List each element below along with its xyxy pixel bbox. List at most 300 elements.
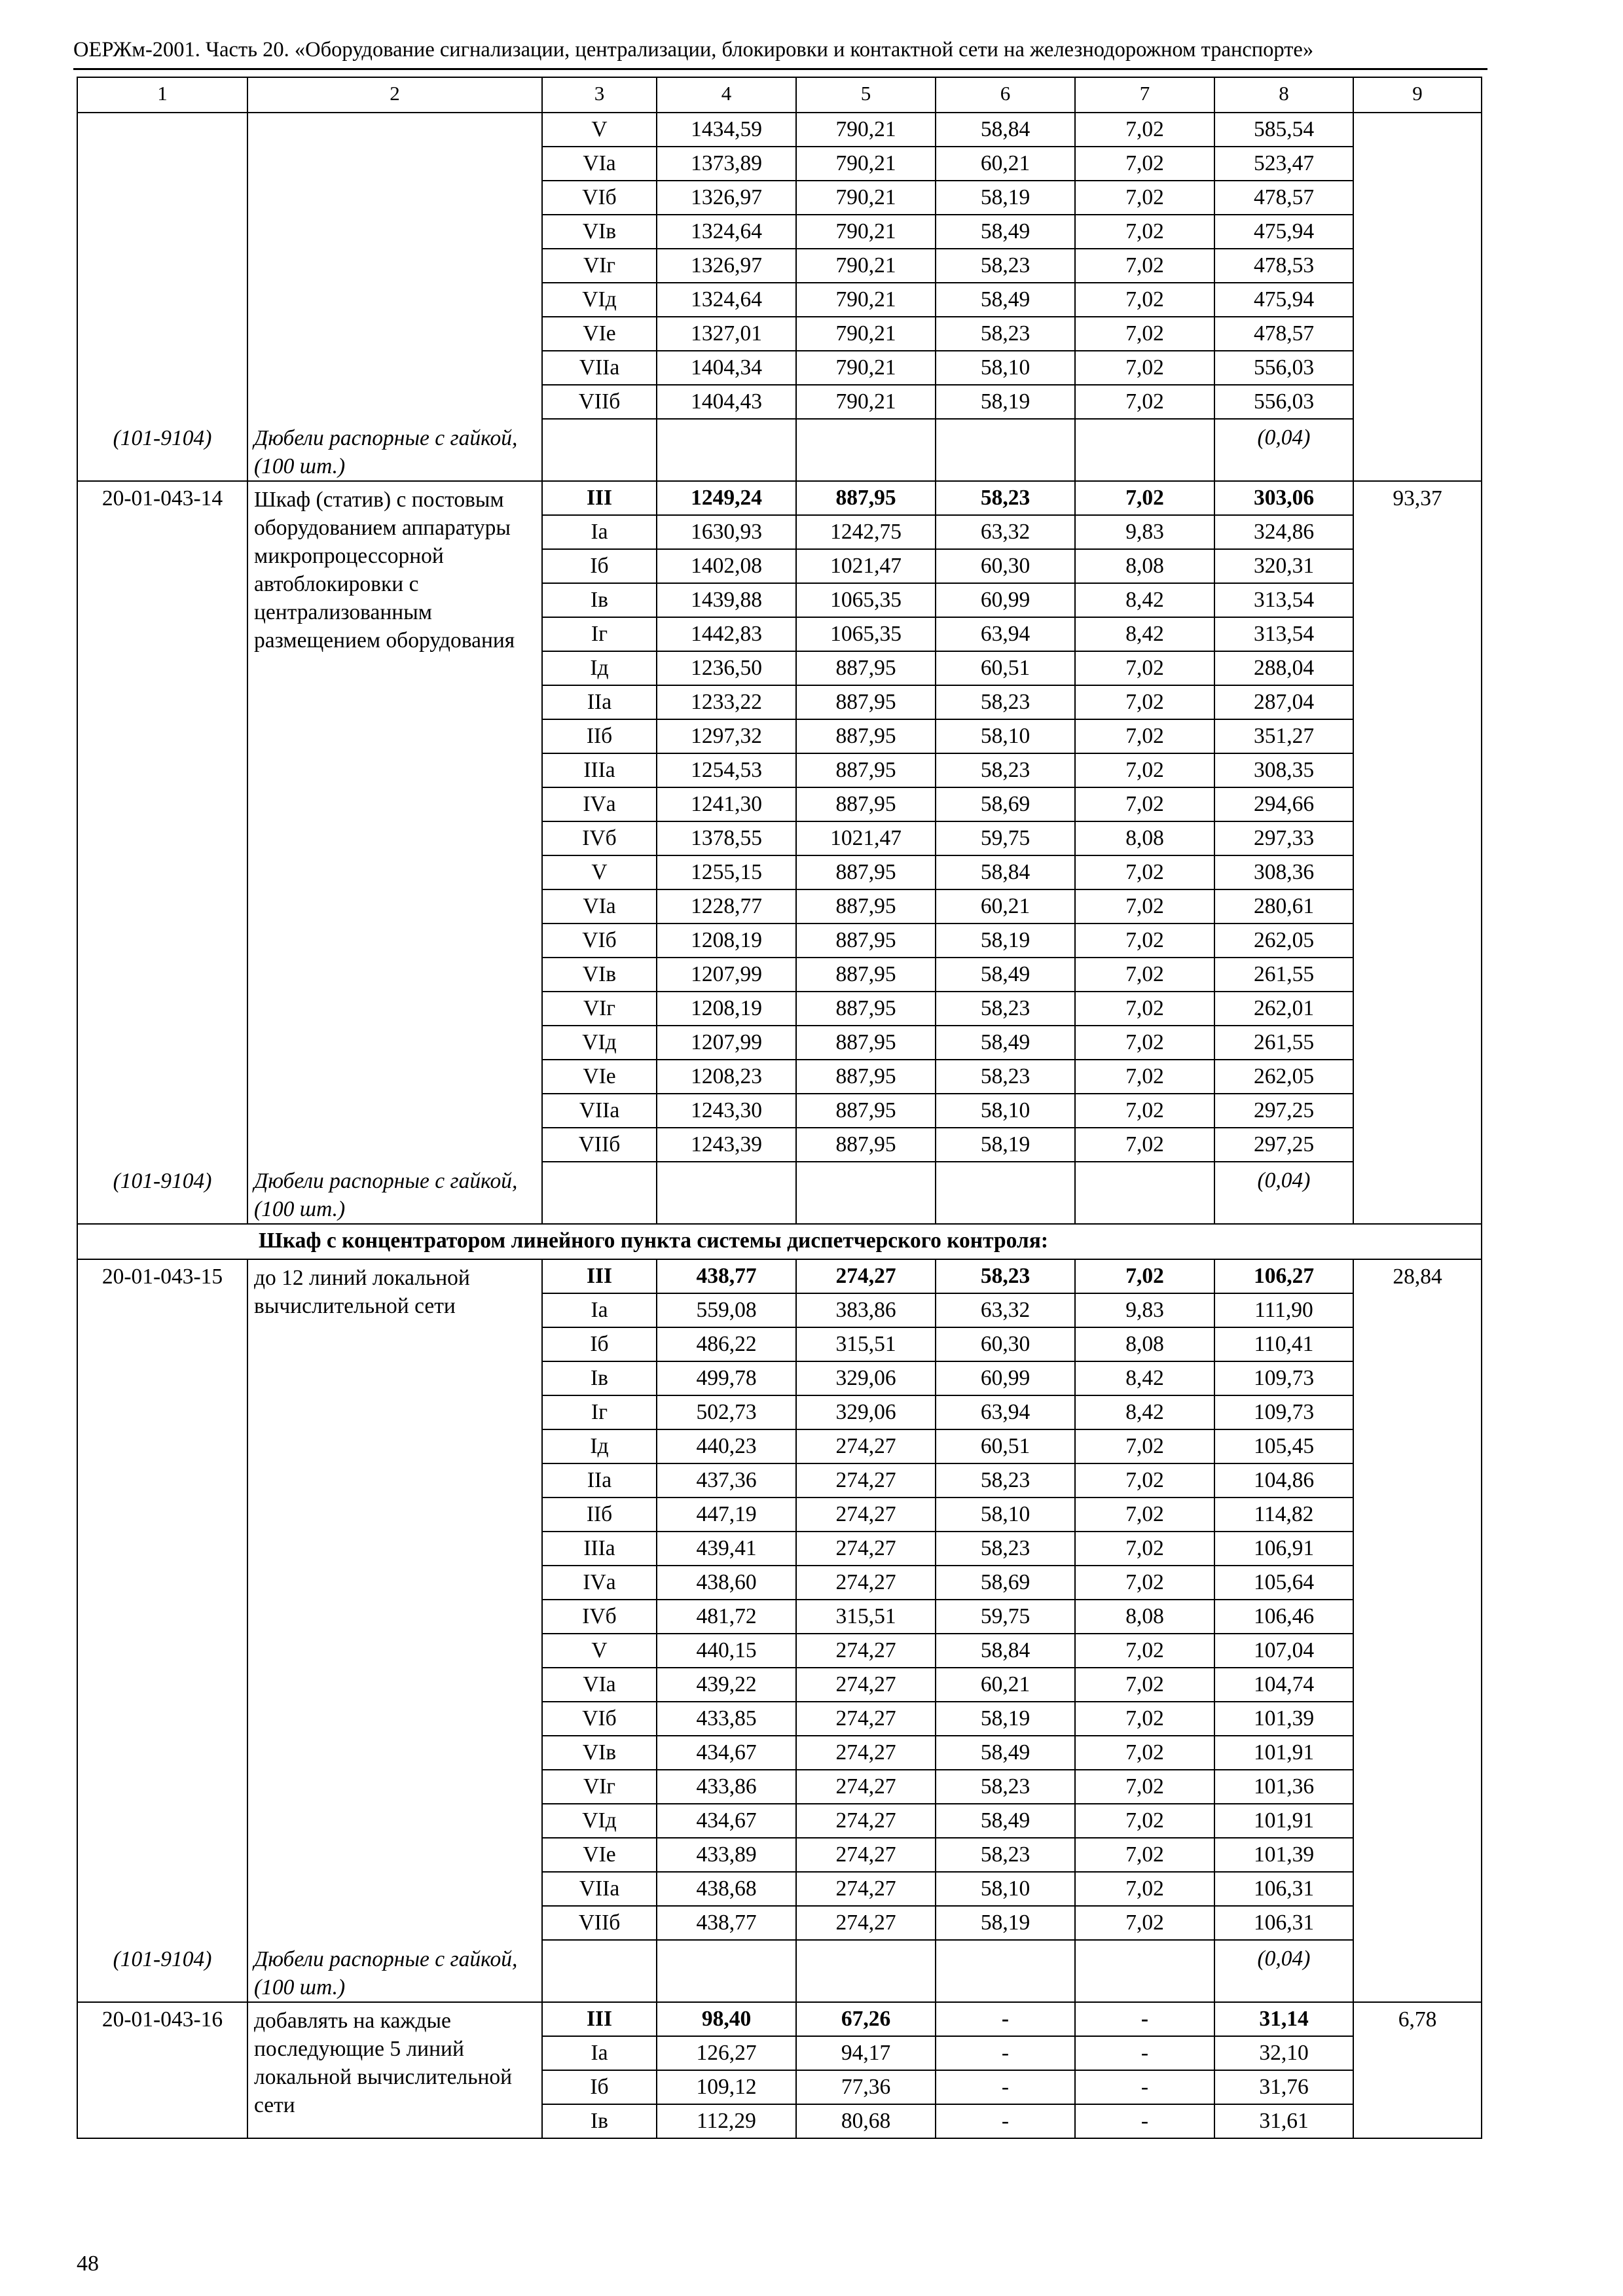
item-name: Шкаф (статив) с постовым оборудованием аппаратуры микропроцессорной автоблокировки с централизованным размещением оборудования <box>247 481 542 1162</box>
item-code: 20-01-043-15 <box>77 1259 247 1940</box>
col-8-value: 109,73 <box>1214 1395 1353 1429</box>
col-4-value: 433,86 <box>657 1770 796 1804</box>
column-number: 8 <box>1214 77 1353 113</box>
col-7-value: 8,42 <box>1075 617 1214 651</box>
col-4-value: 109,12 <box>657 2070 796 2104</box>
header-rule <box>73 68 1487 70</box>
col-8-value: 107,04 <box>1214 1634 1353 1668</box>
empty-cell <box>796 1940 936 2002</box>
col-6-value: 58,23 <box>936 1770 1075 1804</box>
col-6-value: 60,21 <box>936 889 1075 924</box>
col-8-value: 313,54 <box>1214 583 1353 617</box>
region-code: Iв <box>542 583 657 617</box>
col-4-value: 439,22 <box>657 1668 796 1702</box>
region-code: IIа <box>542 1463 657 1498</box>
rates-table <box>77 77 1482 2139</box>
col-8-value: 261,55 <box>1214 958 1353 992</box>
col-4-value: 1324,64 <box>657 215 796 249</box>
col-8-value: 114,82 <box>1214 1498 1353 1532</box>
col-6-value: 60,21 <box>936 1668 1075 1702</box>
col-6-value: 63,32 <box>936 515 1075 549</box>
col-5-value: 1065,35 <box>796 617 936 651</box>
col-8-value: 106,31 <box>1214 1872 1353 1906</box>
col-5-value: 315,51 <box>796 1600 936 1634</box>
col-5-value: 274,27 <box>796 1668 936 1702</box>
col-8-value: 262,01 <box>1214 992 1353 1026</box>
col-7-value: 7,02 <box>1075 958 1214 992</box>
col-6-value: 58,19 <box>936 1128 1075 1162</box>
col-9-value: 93,37 <box>1353 481 1482 1224</box>
col-8-value: 110,41 <box>1214 1327 1353 1361</box>
region-code: IIб <box>542 719 657 753</box>
material-value: (0,04) <box>1214 419 1353 481</box>
col-8-value: 294,66 <box>1214 787 1353 821</box>
col-7-value: 7,02 <box>1075 1770 1214 1804</box>
col-4-value: 1254,53 <box>657 753 796 787</box>
col-6-value: 58,49 <box>936 1804 1075 1838</box>
col-5-value: 790,21 <box>796 283 936 317</box>
col-7-value: 7,02 <box>1075 1128 1214 1162</box>
col-5-value: 887,95 <box>796 924 936 958</box>
col-7-value: 9,83 <box>1075 1293 1214 1327</box>
col-6-value: 58,19 <box>936 385 1075 419</box>
col-4-value: 98,40 <box>657 2002 796 2036</box>
col-7-value: 7,02 <box>1075 787 1214 821</box>
col-8-value: 105,45 <box>1214 1429 1353 1463</box>
col-7-value: 8,42 <box>1075 1361 1214 1395</box>
region-code: Iа <box>542 515 657 549</box>
col-4-value: 1442,83 <box>657 617 796 651</box>
region-code: VIб <box>542 924 657 958</box>
region-code: Iа <box>542 2036 657 2070</box>
col-4-value: 1228,77 <box>657 889 796 924</box>
col-8-value: 31,61 <box>1214 2104 1353 2138</box>
col-5-value: 887,95 <box>796 719 936 753</box>
col-8-value: 106,46 <box>1214 1600 1353 1634</box>
col-7-value: 7,02 <box>1075 1532 1214 1566</box>
col-6-value: - <box>936 2036 1075 2070</box>
col-4-value: 486,22 <box>657 1327 796 1361</box>
region-code: IVб <box>542 821 657 855</box>
col-8-value: 313,54 <box>1214 617 1353 651</box>
empty-cell <box>936 419 1075 481</box>
col-6-value: 63,94 <box>936 1395 1075 1429</box>
col-8-value: 101,36 <box>1214 1770 1353 1804</box>
col-8-value: 106,27 <box>1214 1259 1353 1293</box>
col-8-value: 106,31 <box>1214 1906 1353 1940</box>
col-5-value: 383,86 <box>796 1293 936 1327</box>
col-7-value: 7,02 <box>1075 651 1214 685</box>
col-5-value: 274,27 <box>796 1634 936 1668</box>
region-code: IIб <box>542 1498 657 1532</box>
material-row <box>77 1162 1482 1224</box>
col-8-value: 280,61 <box>1214 889 1353 924</box>
col-6-value: 58,23 <box>936 1532 1075 1566</box>
col-4-value: 1630,93 <box>657 515 796 549</box>
col-5-value: 274,27 <box>796 1566 936 1600</box>
col-5-value: 274,27 <box>796 1498 936 1532</box>
table-body <box>77 77 1482 2138</box>
region-code: VIв <box>542 958 657 992</box>
col-6-value: 58,49 <box>936 1736 1075 1770</box>
region-code: Iб <box>542 549 657 583</box>
region-code: VIа <box>542 889 657 924</box>
col-8-value: 288,04 <box>1214 651 1353 685</box>
col-4-value: 502,73 <box>657 1395 796 1429</box>
col-7-value: 7,02 <box>1075 351 1214 385</box>
col-5-value: 887,95 <box>796 958 936 992</box>
table-row <box>77 481 1482 515</box>
col-6-value: 58,84 <box>936 113 1075 147</box>
col-6-value: 58,19 <box>936 924 1075 958</box>
region-code: Iд <box>542 651 657 685</box>
col-7-value: 7,02 <box>1075 992 1214 1026</box>
col-6-value: 58,19 <box>936 181 1075 215</box>
col-5-value: 887,95 <box>796 481 936 515</box>
col-7-value: 7,02 <box>1075 1702 1214 1736</box>
col-6-value: 58,23 <box>936 1060 1075 1094</box>
item-name: до 12 линий локальной вычислительной сети <box>247 1259 542 1940</box>
col-4-value: 1327,01 <box>657 317 796 351</box>
col-6-value: 58,84 <box>936 855 1075 889</box>
col-4-value: 1378,55 <box>657 821 796 855</box>
col-5-value: 274,27 <box>796 1906 936 1940</box>
col-8-value: 308,35 <box>1214 753 1353 787</box>
col-7-value: 8,42 <box>1075 583 1214 617</box>
material-value: (0,04) <box>1214 1162 1353 1224</box>
col-8-value: 101,39 <box>1214 1702 1353 1736</box>
col-5-value: 790,21 <box>796 215 936 249</box>
region-code: IIIа <box>542 753 657 787</box>
col-4-value: 439,41 <box>657 1532 796 1566</box>
region-code: VIIа <box>542 351 657 385</box>
col-5-value: 887,95 <box>796 1026 936 1060</box>
col-4-value: 1207,99 <box>657 958 796 992</box>
col-7-value: 7,02 <box>1075 283 1214 317</box>
col-5-value: 887,95 <box>796 1060 936 1094</box>
region-code: V <box>542 1634 657 1668</box>
col-6-value: 60,30 <box>936 1327 1075 1361</box>
region-code: Iг <box>542 1395 657 1429</box>
col-7-value: 9,83 <box>1075 515 1214 549</box>
col-5-value: 329,06 <box>796 1361 936 1395</box>
col-7-value: 8,42 <box>1075 1395 1214 1429</box>
col-5-value: 790,21 <box>796 249 936 283</box>
material-name: Дюбели распорные с гайкой, (100 шт.) <box>247 1940 542 2002</box>
empty-cell <box>936 1162 1075 1224</box>
col-7-value: 7,02 <box>1075 147 1214 181</box>
region-code: VIв <box>542 215 657 249</box>
empty-cell <box>542 1162 657 1224</box>
region-code: Iг <box>542 617 657 651</box>
col-6-value: 58,10 <box>936 719 1075 753</box>
col-8-value: 351,27 <box>1214 719 1353 753</box>
col-7-value: 7,02 <box>1075 685 1214 719</box>
region-code: VIIа <box>542 1872 657 1906</box>
col-6-value: 58,23 <box>936 685 1075 719</box>
col-4-value: 1208,23 <box>657 1060 796 1094</box>
col-6-value: 60,51 <box>936 1429 1075 1463</box>
region-code: VIд <box>542 1804 657 1838</box>
col-8-value: 478,53 <box>1214 249 1353 283</box>
col-6-value: 58,49 <box>936 215 1075 249</box>
col-6-value: 58,23 <box>936 249 1075 283</box>
column-number: 3 <box>542 77 657 113</box>
col-6-value: 59,75 <box>936 821 1075 855</box>
empty-cell <box>1075 1162 1214 1224</box>
col-6-value: 58,23 <box>936 317 1075 351</box>
col-5-value: 274,27 <box>796 1429 936 1463</box>
col-6-value: 60,30 <box>936 549 1075 583</box>
material-code: (101-9104) <box>77 1940 247 2002</box>
item-code <box>77 113 247 419</box>
empty-cell <box>657 1940 796 2002</box>
col-7-value: 8,08 <box>1075 549 1214 583</box>
region-code: VIг <box>542 249 657 283</box>
empty-cell <box>1075 419 1214 481</box>
col-7-value: 7,02 <box>1075 113 1214 147</box>
col-6-value: 58,19 <box>936 1906 1075 1940</box>
empty-cell <box>796 419 936 481</box>
col-8-value: 475,94 <box>1214 283 1353 317</box>
col-5-value: 887,95 <box>796 889 936 924</box>
empty-cell <box>657 1162 796 1224</box>
col-6-value: - <box>936 2070 1075 2104</box>
col-4-value: 1439,88 <box>657 583 796 617</box>
col-4-value: 434,67 <box>657 1804 796 1838</box>
col-4-value: 481,72 <box>657 1600 796 1634</box>
table-row <box>77 2002 1482 2036</box>
col-8-value: 31,14 <box>1214 2002 1353 2036</box>
col-6-value: 58,69 <box>936 787 1075 821</box>
col-5-value: 274,27 <box>796 1702 936 1736</box>
page-number: 48 <box>77 2251 99 2276</box>
section-heading: Шкаф с концентратором линейного пункта системы диспетчерского контроля: <box>77 1224 1482 1259</box>
col-7-value: - <box>1075 2036 1214 2070</box>
table-row <box>77 113 1482 147</box>
empty-cell <box>542 1940 657 2002</box>
col-8-value: 105,64 <box>1214 1566 1353 1600</box>
col-4-value: 1243,30 <box>657 1094 796 1128</box>
col-7-value: 7,02 <box>1075 753 1214 787</box>
empty-cell <box>1075 1940 1214 2002</box>
col-5-value: 790,21 <box>796 147 936 181</box>
col-4-value: 1208,19 <box>657 992 796 1026</box>
col-8-value: 556,03 <box>1214 385 1353 419</box>
col-8-value: 478,57 <box>1214 181 1353 215</box>
col-6-value: 58,23 <box>936 992 1075 1026</box>
col-4-value: 1297,32 <box>657 719 796 753</box>
col-4-value: 499,78 <box>657 1361 796 1395</box>
col-4-value: 1326,97 <box>657 181 796 215</box>
col-4-value: 1404,34 <box>657 351 796 385</box>
col-6-value: 58,10 <box>936 351 1075 385</box>
region-code: VIг <box>542 992 657 1026</box>
col-8-value: 104,86 <box>1214 1463 1353 1498</box>
col-7-value: 7,02 <box>1075 249 1214 283</box>
col-4-value: 440,23 <box>657 1429 796 1463</box>
col-6-value: 60,51 <box>936 651 1075 685</box>
col-6-value: 58,49 <box>936 283 1075 317</box>
col-5-value: 1065,35 <box>796 583 936 617</box>
col-6-value: 60,99 <box>936 1361 1075 1395</box>
material-name: Дюбели распорные с гайкой, (100 шт.) <box>247 419 542 481</box>
col-8-value: 287,04 <box>1214 685 1353 719</box>
col-4-value: 438,60 <box>657 1566 796 1600</box>
region-code: III <box>542 481 657 515</box>
col-6-value: 58,23 <box>936 1259 1075 1293</box>
col-7-value: 7,02 <box>1075 1498 1214 1532</box>
empty-cell <box>657 419 796 481</box>
col-7-value: 7,02 <box>1075 1804 1214 1838</box>
col-4-value: 1402,08 <box>657 549 796 583</box>
col-7-value: 7,02 <box>1075 1463 1214 1498</box>
region-code: IIIа <box>542 1532 657 1566</box>
col-5-value: 887,95 <box>796 787 936 821</box>
region-code: IVа <box>542 1566 657 1600</box>
col-5-value: 329,06 <box>796 1395 936 1429</box>
col-6-value: 58,49 <box>936 1026 1075 1060</box>
col-4-value: 1324,64 <box>657 283 796 317</box>
col-8-value: 475,94 <box>1214 215 1353 249</box>
col-6-value: 58,49 <box>936 958 1075 992</box>
col-4-value: 1243,39 <box>657 1128 796 1162</box>
col-8-value: 32,10 <box>1214 2036 1353 2070</box>
region-code: VIIб <box>542 1128 657 1162</box>
col-5-value: 887,95 <box>796 753 936 787</box>
col-4-value: 1233,22 <box>657 685 796 719</box>
col-5-value: 790,21 <box>796 385 936 419</box>
col-8-value: 297,25 <box>1214 1094 1353 1128</box>
col-5-value: 790,21 <box>796 113 936 147</box>
col-7-value: 7,02 <box>1075 1026 1214 1060</box>
col-5-value: 1021,47 <box>796 549 936 583</box>
col-8-value: 109,73 <box>1214 1361 1353 1395</box>
col-5-value: 67,26 <box>796 2002 936 2036</box>
col-5-value: 790,21 <box>796 181 936 215</box>
col-4-value: 433,89 <box>657 1838 796 1872</box>
region-code: VIг <box>542 1770 657 1804</box>
col-7-value: 7,02 <box>1075 1429 1214 1463</box>
col-7-value: 8,08 <box>1075 1600 1214 1634</box>
region-code: V <box>542 855 657 889</box>
col-4-value: 1249,24 <box>657 481 796 515</box>
col-5-value: 790,21 <box>796 317 936 351</box>
col-8-value: 111,90 <box>1214 1293 1353 1327</box>
col-4-value: 1255,15 <box>657 855 796 889</box>
col-6-value: 59,75 <box>936 1600 1075 1634</box>
col-7-value: 7,02 <box>1075 855 1214 889</box>
col-4-value: 438,68 <box>657 1872 796 1906</box>
column-number: 2 <box>247 77 542 113</box>
item-code: 20-01-043-16 <box>77 2002 247 2138</box>
col-6-value: 58,23 <box>936 1838 1075 1872</box>
col-5-value: 887,95 <box>796 992 936 1026</box>
col-7-value: - <box>1075 2070 1214 2104</box>
col-4-value: 1207,99 <box>657 1026 796 1060</box>
material-row <box>77 419 1482 481</box>
col-6-value: 58,19 <box>936 1702 1075 1736</box>
col-6-value: 58,23 <box>936 481 1075 515</box>
col-6-value: 58,84 <box>936 1634 1075 1668</box>
col-7-value: 7,02 <box>1075 481 1214 515</box>
col-6-value: 63,94 <box>936 617 1075 651</box>
col-5-value: 1242,75 <box>796 515 936 549</box>
col-4-value: 1208,19 <box>657 924 796 958</box>
col-7-value: 7,02 <box>1075 1838 1214 1872</box>
col-9-value: 6,78 <box>1353 2002 1482 2138</box>
col-5-value: 274,27 <box>796 1838 936 1872</box>
region-code: VIд <box>542 283 657 317</box>
col-7-value: 7,02 <box>1075 1259 1214 1293</box>
region-code: Iв <box>542 2104 657 2138</box>
col-5-value: 887,95 <box>796 855 936 889</box>
region-code: III <box>542 2002 657 2036</box>
col-8-value: 104,74 <box>1214 1668 1353 1702</box>
empty-cell <box>542 419 657 481</box>
col-4-value: 434,67 <box>657 1736 796 1770</box>
empty-cell <box>936 1940 1075 2002</box>
col-8-value: 324,86 <box>1214 515 1353 549</box>
col-7-value: 7,02 <box>1075 385 1214 419</box>
col-5-value: 274,27 <box>796 1463 936 1498</box>
region-code: VIIб <box>542 385 657 419</box>
col-7-value: 7,02 <box>1075 889 1214 924</box>
col-6-value: 60,21 <box>936 147 1075 181</box>
region-code: VIа <box>542 147 657 181</box>
col-6-value: - <box>936 2104 1075 2138</box>
col-7-value: 8,08 <box>1075 1327 1214 1361</box>
col-5-value: 790,21 <box>796 351 936 385</box>
region-code: IIа <box>542 685 657 719</box>
col-7-value: 7,02 <box>1075 1906 1214 1940</box>
col-5-value: 1021,47 <box>796 821 936 855</box>
col-7-value: 7,02 <box>1075 719 1214 753</box>
col-5-value: 887,95 <box>796 1094 936 1128</box>
col-8-value: 297,25 <box>1214 1128 1353 1162</box>
col-6-value: 58,23 <box>936 753 1075 787</box>
material-value: (0,04) <box>1214 1940 1353 2002</box>
col-7-value: 7,02 <box>1075 317 1214 351</box>
col-5-value: 274,27 <box>796 1532 936 1566</box>
col-5-value: 315,51 <box>796 1327 936 1361</box>
region-code: Iб <box>542 2070 657 2104</box>
col-9-value <box>1353 113 1482 481</box>
col-8-value: 478,57 <box>1214 317 1353 351</box>
col-7-value: 7,02 <box>1075 1060 1214 1094</box>
col-4-value: 559,08 <box>657 1293 796 1327</box>
col-5-value: 274,27 <box>796 1259 936 1293</box>
col-6-value: 60,99 <box>936 583 1075 617</box>
material-row <box>77 1940 1482 2002</box>
col-8-value: 523,47 <box>1214 147 1353 181</box>
col-4-value: 438,77 <box>657 1259 796 1293</box>
section-heading-row <box>77 1224 1482 1259</box>
region-code: V <box>542 113 657 147</box>
col-7-value: 7,02 <box>1075 1872 1214 1906</box>
region-code: VIIб <box>542 1906 657 1940</box>
col-7-value: 7,02 <box>1075 1094 1214 1128</box>
col-4-value: 1241,30 <box>657 787 796 821</box>
region-code: VIв <box>542 1736 657 1770</box>
col-5-value: 274,27 <box>796 1872 936 1906</box>
region-code: IVб <box>542 1600 657 1634</box>
col-8-value: 101,91 <box>1214 1804 1353 1838</box>
region-code: III <box>542 1259 657 1293</box>
col-7-value: - <box>1075 2002 1214 2036</box>
col-8-value: 31,76 <box>1214 2070 1353 2104</box>
region-code: VIб <box>542 1702 657 1736</box>
